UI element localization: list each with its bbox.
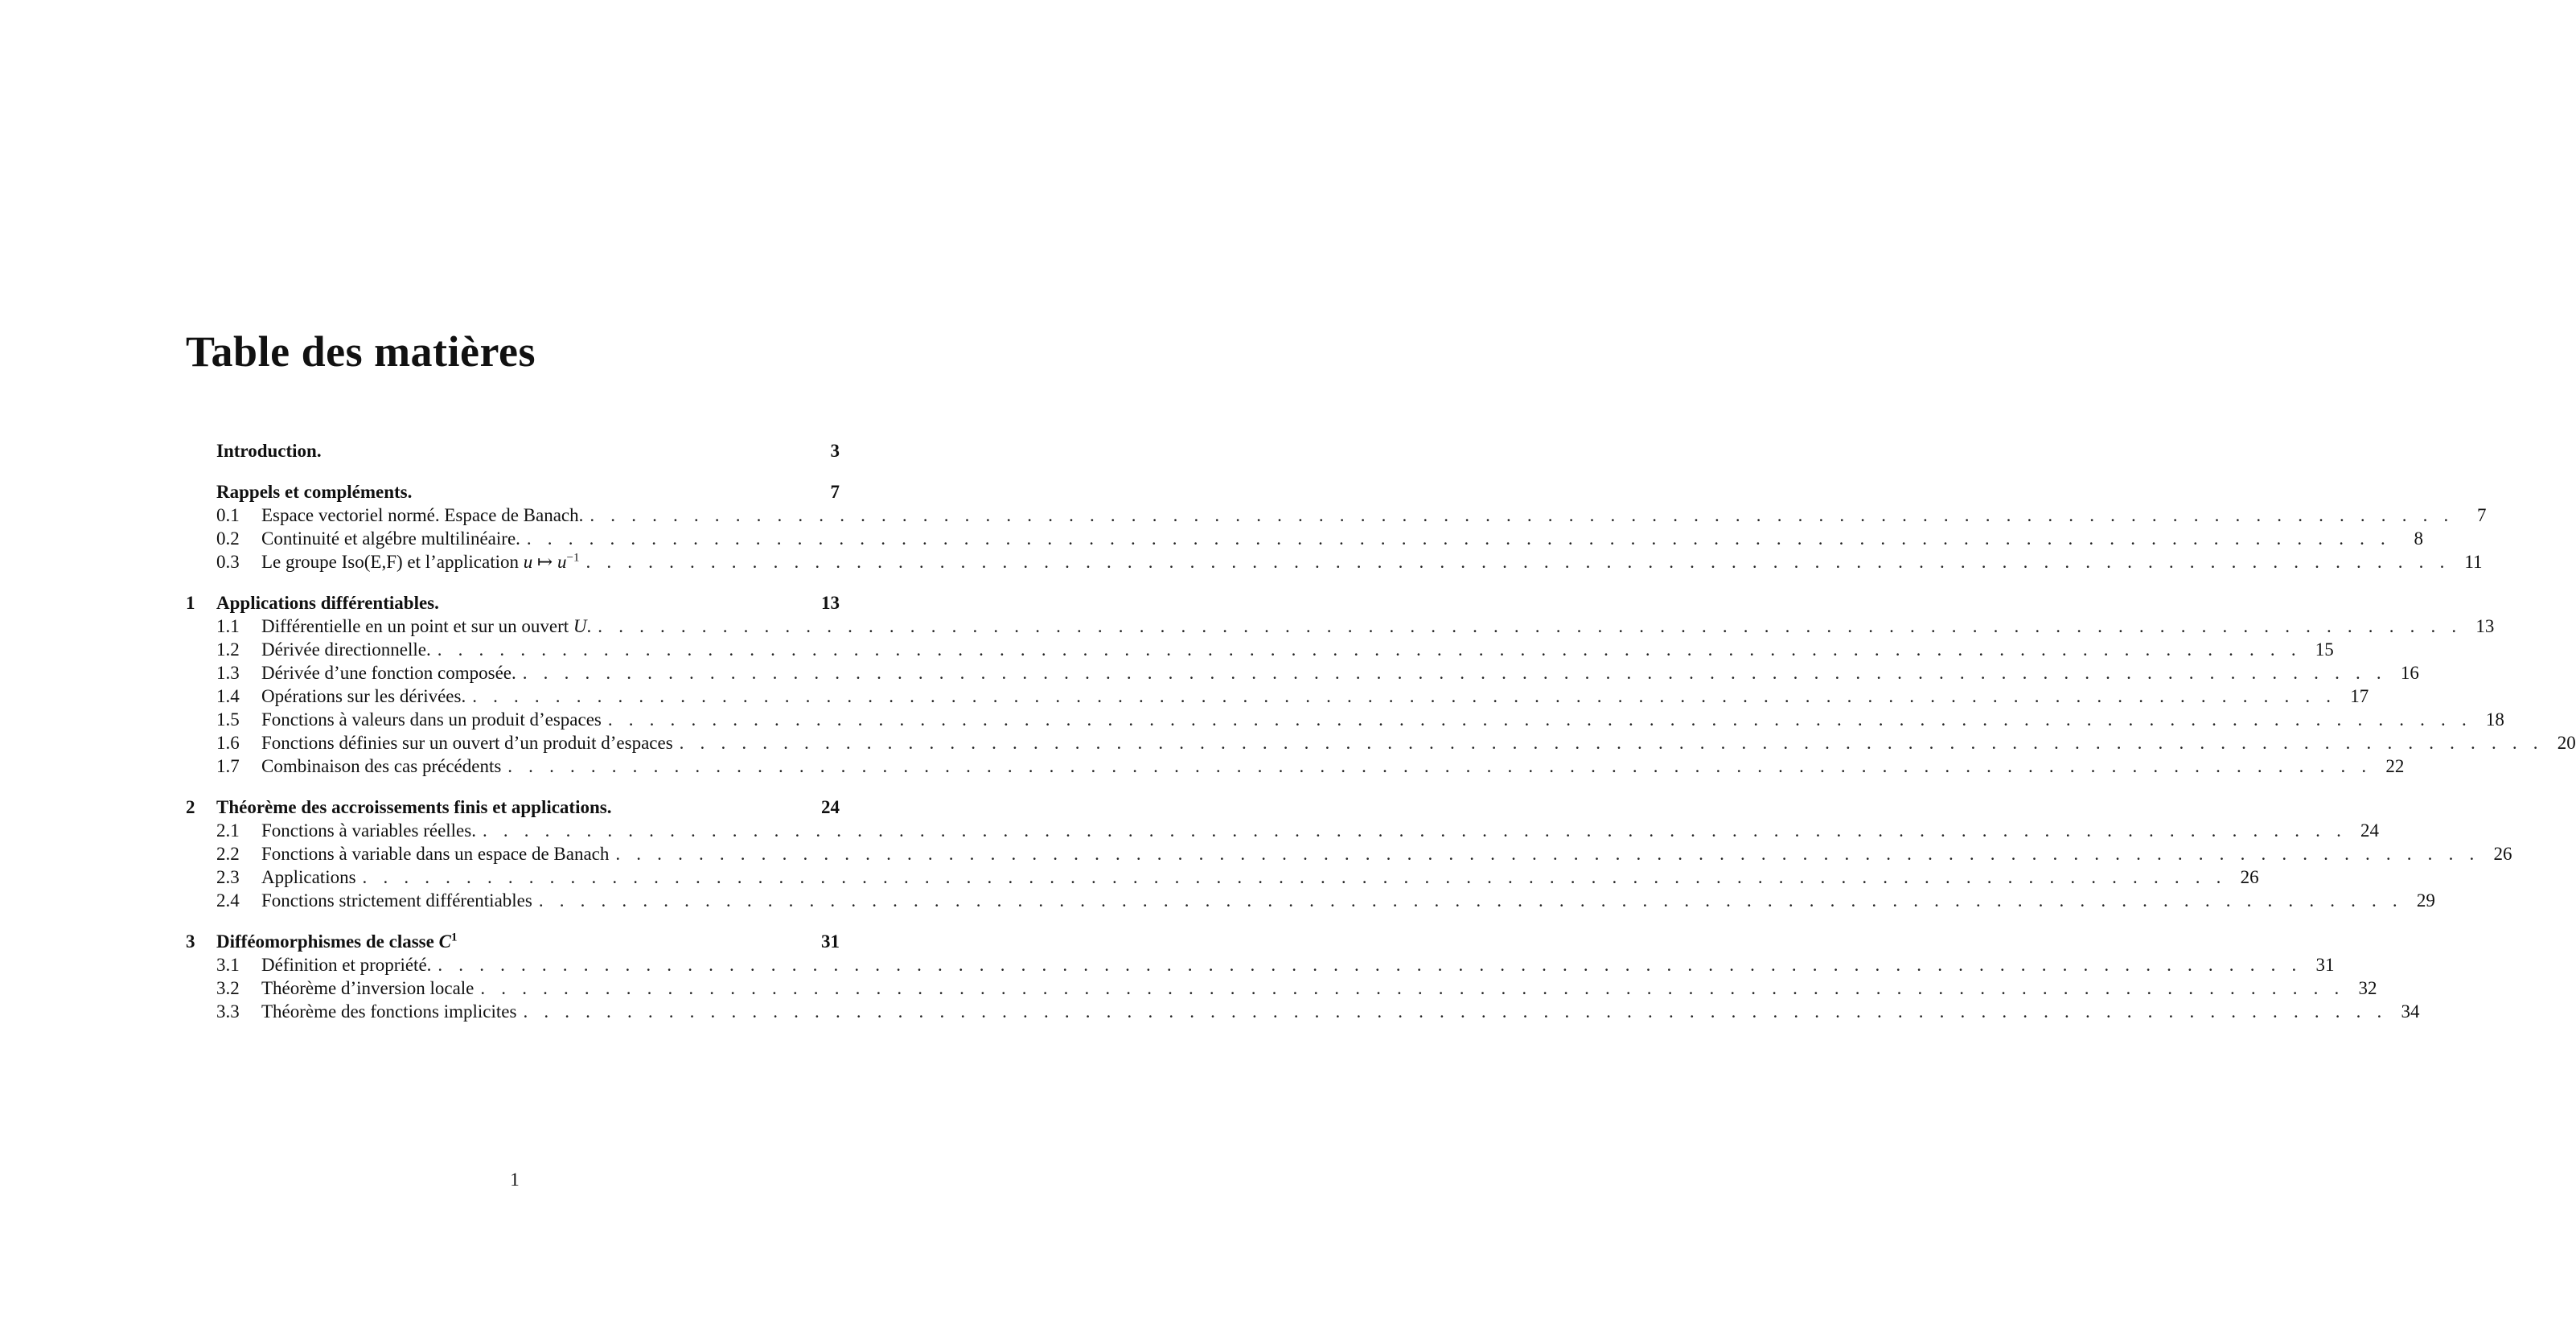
toc-entry-text-tail: .	[586, 616, 592, 636]
toc-entry-title	[261, 953, 431, 977]
toc-entry-number: 1	[186, 593, 195, 613]
toc-entry-title	[261, 819, 476, 843]
toc-entry-title	[216, 796, 611, 820]
toc-page-number: 7	[830, 482, 840, 502]
toc-entry-number: 1.1	[216, 616, 240, 636]
toc-entry-number: 1.4	[216, 686, 240, 706]
math-expression: C	[438, 931, 451, 952]
toc-entry-title	[261, 661, 516, 685]
dot-leader: . . . . . . . . . . . . . . . . . . . . . . . . . . . . . . . . . . . . . . . . . . . . . . . . . . . . . . . . . . . . . . . . . . . . . . . . . . . . . . . . . . . . . . . . . .	[679, 733, 2544, 753]
toc-page-number: 8	[2414, 528, 2423, 549]
toc-entry-title	[261, 708, 602, 732]
toc-entry-title	[261, 865, 356, 890]
toc-page-number: 26	[2493, 844, 2512, 864]
dot-leader: . . . . . . . . . . . . . . . . . . . . . . . . . . . . . . . . . . . . . . . . . . . . . . . . . . . . . . . . . . . . . . . . . . . . . . . . . . . . . . . . . . . . . . . . . .	[507, 756, 2373, 776]
toc-entry-text: Combinaison des cas précédents	[261, 756, 502, 776]
toc-entry-number: 1.6	[216, 733, 240, 753]
toc-entry-number: 3	[186, 931, 195, 952]
toc-entry-number: 3.3	[216, 1001, 240, 1022]
toc-entry-text: Le groupe Iso(E,F) et l’application	[261, 552, 524, 572]
toc-entry-number: 2.3	[216, 867, 240, 887]
toc-entry-title	[261, 976, 474, 1001]
toc-entry-text: Dérivée directionnelle.	[261, 639, 431, 660]
toc-page-number: 31	[2315, 955, 2335, 975]
toc-page-number: 11	[2464, 552, 2483, 572]
page-title: Table des matières	[186, 327, 536, 376]
toc-section-entry[interactable]	[186, 527, 2423, 551]
toc-entry-text: Fonctions définies sur un ouvert d’un produit d’espaces	[261, 733, 673, 753]
dot-leader: . . . . . . . . . . . . . . . . . . . . . . . . . . . . . . . . . . . . . . . . . . . . . . . . . . . . . . . . . . . . . . . . . . . . . . . . . . . . . . . . . . . . . . . . . .	[362, 867, 2227, 887]
toc-entry-number: 2.2	[216, 844, 240, 864]
toc-section-entry[interactable]	[186, 889, 2435, 913]
toc-section-entry[interactable]	[186, 684, 2369, 709]
dot-leader: . . . . . . . . . . . . . . . . . . . . . . . . . . . . . . . . . . . . . . . . . . . . . . . . . . . . . . . . . . . . . . . . . . . . . . . . . . . . . . . . . . . . . . . . . .	[480, 978, 2345, 998]
math-expression: u ↦ u	[523, 552, 567, 572]
toc-chapter-entry[interactable]	[186, 439, 840, 463]
toc-page-number: 16	[2400, 663, 2419, 683]
toc-page-number: 15	[2315, 639, 2334, 660]
math-superscript: 1	[450, 931, 458, 944]
toc-entry-title	[261, 638, 431, 662]
toc-page-number: 7	[2476, 505, 2487, 525]
toc-entry-number: 2.1	[216, 820, 240, 841]
toc-entry-text: Fonctions à variables réelles.	[261, 820, 476, 841]
toc-entry-text: Applications différentiables.	[216, 593, 439, 613]
dot-leader: . . . . . . . . . . . . . . . . . . . . . . . . . . . . . . . . . . . . . . . . . . . . . . . . . . . . . . . . . . . . . . . . . . . . . . . . . . . . . . . . . . . . . . . . . .	[590, 505, 2455, 525]
toc-section-entry[interactable]	[186, 865, 2259, 890]
dot-leader: . . . . . . . . . . . . . . . . . . . . . . . . . . . . . . . . . . . . . . . . . . . . . . . . . . . . . . . . . . . . . . . . . . . . . . . . . . . . . . . . . . . . . . . . . .	[607, 709, 2472, 730]
dot-leader: . . . . . . . . . . . . . . . . . . . . . . . . . . . . . . . . . . . . . . . . . . . . . . . . . . . . . . . . . . . . . . . . . . . . . . . . . . . . . . . . . . . . . . . . . .	[615, 844, 2480, 864]
toc-entry-number: 1.5	[216, 709, 240, 730]
toc-entry-text: Dérivée d’une fonction composée.	[261, 663, 516, 683]
toc-entry-title	[216, 591, 439, 615]
toc-page-number: 3	[830, 441, 840, 461]
toc-entry-title	[216, 439, 322, 463]
toc-page-number: 34	[2401, 1001, 2420, 1022]
toc-entry-text: Différentielle en un point et sur un ouvert	[261, 616, 573, 636]
dot-leader: . . . . . . . . . . . . . . . . . . . . . . . . . . . . . . . . . . . . . . . . . . . . . . . . . . . . . . . . . . . . . . . . . . . . . . . . . . . . . . . . . . . . . . . . . .	[522, 663, 2387, 683]
toc-entry-number: 0.3	[216, 552, 240, 572]
toc-entry-number: 1.3	[216, 663, 240, 683]
toc-entry-text: Difféomorphismes de classe	[216, 931, 439, 952]
toc-entry-number: 0.2	[216, 528, 240, 549]
toc-page-number: 26	[2240, 867, 2259, 887]
toc-section-entry[interactable]	[186, 550, 2483, 574]
toc-entry-title	[261, 615, 591, 639]
toc-page-number: 31	[821, 931, 840, 952]
toc-entry-text: Espace vectoriel normé. Espace de Banach.	[261, 505, 584, 525]
dot-leader: . . . . . . . . . . . . . . . . . . . . . . . . . . . . . . . . . . . . . . . . . . . . . . . . . . . . . . . . . . . . . . . . . . . . . . . . . . . . . . . . . . . . . . . . . .	[538, 890, 2403, 911]
toc-section-entry[interactable]	[186, 819, 2380, 843]
toc-entry-number: 3.1	[216, 955, 240, 975]
toc-entry-text: Théorème d’inversion locale	[261, 978, 475, 998]
toc-entry-text: Fonctions strictement différentiables	[261, 890, 532, 911]
toc-section-entry[interactable]	[186, 708, 2504, 732]
dot-leader: . . . . . . . . . . . . . . . . . . . . . . . . . . . . . . . . . . . . . . . . . . . . . . . . . . . . . . . . . . . . . . . . . . . . . . . . . . . . . . . . . . . . . . . . . .	[437, 639, 2302, 660]
toc-entry-number: 1.2	[216, 639, 240, 660]
toc-entry-text: Applications	[261, 867, 356, 887]
toc-entry-title	[261, 754, 501, 779]
toc-section-entry[interactable]	[186, 754, 2405, 779]
toc-section-entry[interactable]	[186, 976, 2377, 1001]
toc-section-entry[interactable]	[186, 504, 2487, 528]
toc-page-number: 13	[2475, 616, 2495, 636]
toc-entry-text: Fonctions à valeurs dans un produit d’espaces	[261, 709, 602, 730]
toc-page-number: 18	[2485, 709, 2504, 730]
toc-entry-text: Rappels et compléments.	[216, 482, 413, 502]
toc-page-number: 24	[2360, 820, 2380, 841]
toc-entry-number: 2.4	[216, 890, 240, 911]
toc-entry-text: Définition et propriété.	[261, 955, 432, 975]
dot-leader: . . . . . . . . . . . . . . . . . . . . . . . . . . . . . . . . . . . . . . . . . . . . . . . . . . . . . . . . . . . . . . . . . . . . . . . . . . . . . . . . . . . . . . . . . .	[598, 616, 2463, 636]
toc-page-number: 29	[2416, 890, 2435, 911]
toc-entry-title	[261, 842, 609, 866]
dot-leader: . . . . . . . . . . . . . . . . . . . . . . . . . . . . . . . . . . . . . . . . . . . . . . . . . . . . . . . . . . . . . . . . . . . . . . . . . . . . . . . . . . . . . . . . . .	[482, 820, 2348, 841]
toc-section-entry[interactable]	[186, 953, 2335, 977]
toc-entry-number: 1.7	[216, 756, 240, 776]
toc-entry-text: Théorème des accroissements finis et applications.	[216, 797, 612, 817]
toc-entry-title	[216, 480, 412, 504]
toc-chapter-entry[interactable]	[186, 591, 840, 615]
math-superscript: −1	[566, 551, 580, 565]
math-expression: U	[573, 616, 587, 636]
toc-section-entry[interactable]	[186, 731, 2576, 755]
toc-chapter-entry[interactable]	[186, 480, 840, 504]
toc-page-number: 20	[2557, 733, 2576, 753]
dot-leader: . . . . . . . . . . . . . . . . . . . . . . . . . . . . . . . . . . . . . . . . . . . . . . . . . . . . . . . . . . . . . . . . . . . . . . . . . . . . . . . . . . . . . . . . . .	[523, 1001, 2388, 1022]
dot-leader: . . . . . . . . . . . . . . . . . . . . . . . . . . . . . . . . . . . . . . . . . . . . . . . . . . . . . . . . . . . . . . . . . . . . . . . . . . . . . . . . . . . . . . . . . .	[526, 528, 2391, 549]
toc-page-number: 13	[821, 593, 840, 613]
toc-page-number: 22	[2385, 756, 2405, 776]
toc-entry-title	[216, 930, 457, 954]
toc-section-entry[interactable]	[186, 842, 2512, 866]
dot-leader: . . . . . . . . . . . . . . . . . . . . . . . . . . . . . . . . . . . . . . . . . . . . . . . . . . . . . . . . . . . . . . . . . . . . . . . . . . . . . . . . . . . . . . . . . .	[585, 552, 2451, 572]
dot-leader: . . . . . . . . . . . . . . . . . . . . . . . . . . . . . . . . . . . . . . . . . . . . . . . . . . . . . . . . . . . . . . . . . . . . . . . . . . . . . . . . . . . . . . . . . .	[472, 686, 2337, 706]
toc-section-entry[interactable]	[186, 661, 2419, 685]
toc-chapter-entry[interactable]	[186, 796, 840, 820]
toc-entry-title	[261, 527, 520, 551]
toc-entry-title	[261, 889, 532, 913]
toc-entry-text: Opérations sur les dérivées.	[261, 686, 466, 706]
toc-section-entry[interactable]	[186, 1000, 2420, 1024]
toc-page-number: 32	[2358, 978, 2377, 998]
toc-page-number: 17	[2350, 686, 2369, 706]
toc-entry-title	[261, 1000, 516, 1024]
toc-entry-title	[261, 504, 583, 528]
toc-entry-text: Théorème des fonctions implicites	[261, 1001, 517, 1022]
dot-leader: . . . . . . . . . . . . . . . . . . . . . . . . . . . . . . . . . . . . . . . . . . . . . . . . . . . . . . . . . . . . . . . . . . . . . . . . . . . . . . . . . . . . . . . . . .	[438, 955, 2303, 975]
toc-entry-text: Introduction.	[216, 441, 322, 461]
toc-entry-title	[261, 550, 579, 574]
toc-entry-title	[261, 684, 466, 709]
page-number: 1	[510, 1170, 520, 1190]
toc-page-number: 24	[821, 797, 840, 817]
toc-entry-text: Fonctions à variable dans un espace de Banach	[261, 844, 610, 864]
toc-entry-title	[261, 731, 673, 755]
toc-section-entry[interactable]	[186, 615, 2495, 639]
toc-section-entry[interactable]	[186, 638, 2334, 662]
toc-entry-number: 2	[186, 797, 195, 817]
toc-entry-number: 0.1	[216, 505, 240, 525]
toc-entry-text: Continuité et algébre multilinéaire.	[261, 528, 520, 549]
toc-chapter-entry[interactable]	[186, 930, 840, 954]
toc-entry-number: 3.2	[216, 978, 240, 998]
